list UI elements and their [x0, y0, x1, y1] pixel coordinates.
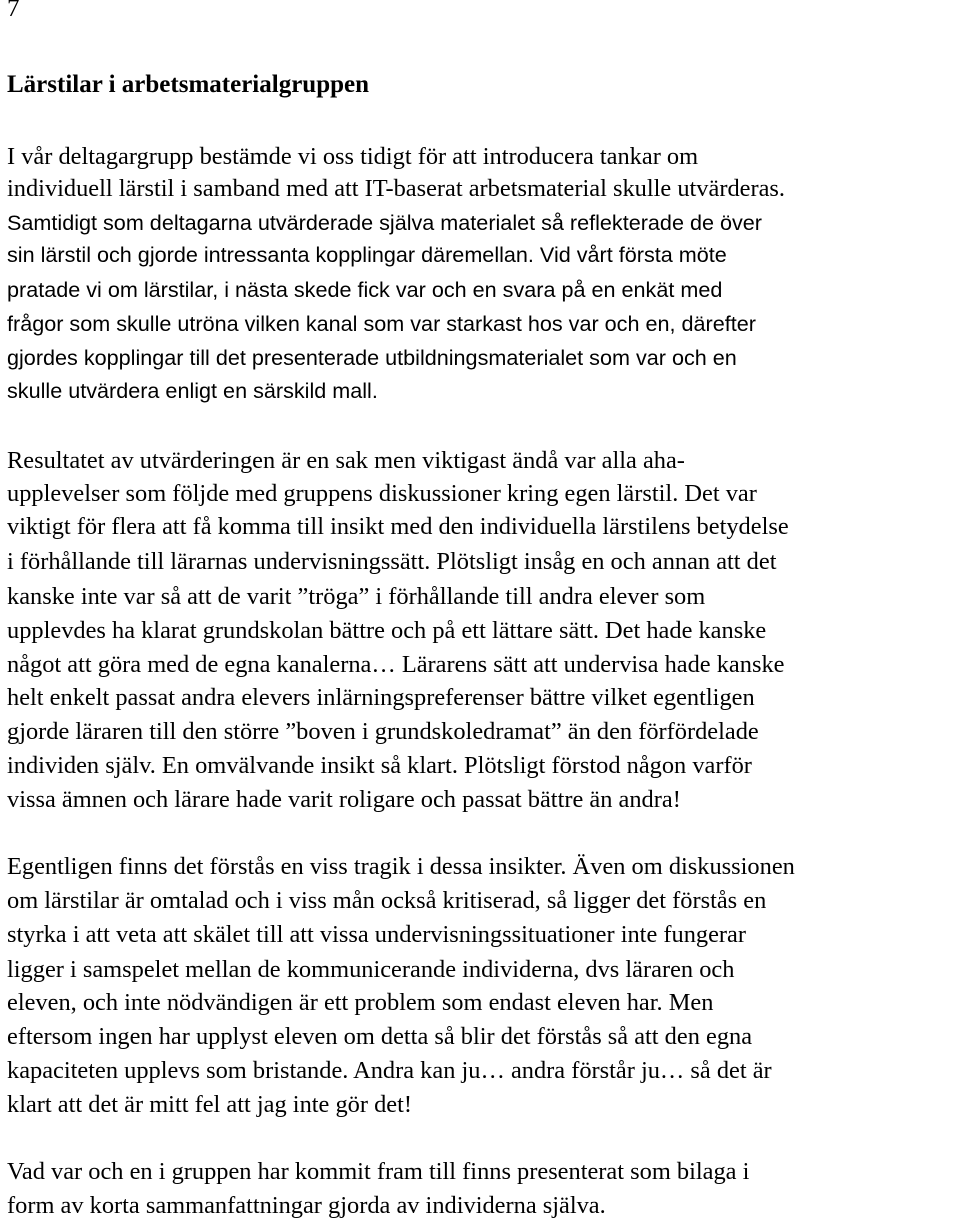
text-line: individen själv. En omvälvande insikt så klart. Plötsligt förstod någon varför: [7, 752, 752, 779]
text-line: gjorde läraren till den större ”boven i grundskoledramat” än den förfördelade: [7, 718, 759, 745]
text-line: I vår deltagargrupp bestämde vi oss tidigt för att introducera tankar om: [7, 143, 699, 170]
text-line: styrka i att veta att skälet till att vissa undervisningssituationer inte fungerar: [7, 921, 746, 948]
text-line: upplevelser som följde med gruppens diskussioner kring egen lärstil. Det var: [7, 480, 757, 507]
text-line: helt enkelt passat andra elevers inlärningspreferenser bättre vilket egentligen: [7, 684, 755, 711]
text-line: kanske inte var så att de varit ”tröga” i förhållande till andra elever som: [7, 583, 706, 610]
text-line: eftersom ingen har upplyst eleven om detta så blir det förstås så att den egna: [7, 1023, 753, 1050]
text-line: frågor som skulle utröna vilken kanal som var starkast hos var och en, därefter: [7, 311, 756, 336]
text-line: eleven, och inte nödvändigen är ett problem som endast eleven har. Men: [7, 989, 714, 1016]
text-line: ligger i samspelet mellan de kommunicerande individerna, dvs läraren och: [7, 956, 735, 983]
text-line: Samtidigt som deltagarna utvärderade själva materialet så reflekterade de över: [7, 210, 762, 235]
text-line: pratade vi om lärstilar, i nästa skede fick var och en svara på en enkät med: [7, 277, 723, 302]
text-line: vissa ämnen och lärare hade varit roligare och passat bättre än andra!: [7, 786, 681, 813]
text-line: Egentligen finns det förstås en viss tragik i dessa insikter. Även om diskussionen: [7, 853, 795, 880]
page-number: 7: [7, 0, 20, 22]
text-line: i förhållande till lärarnas undervisningssätt. Plötsligt insåg en och annan att det: [7, 548, 777, 575]
text-line: Resultatet av utvärderingen är en sak men viktigast ändå var alla aha-: [7, 447, 685, 474]
text-line: kapaciteten upplevs som bristande. Andra kan ju… andra förstår ju… så det är: [7, 1057, 772, 1084]
text-line: sin lärstil och gjorde intressanta kopplingar däremellan. Vid vårt första möte: [7, 242, 727, 267]
text-line: klart att det är mitt fel att jag inte gör det!: [7, 1091, 413, 1118]
section-heading: Lärstilar i arbetsmaterialgruppen: [7, 71, 369, 98]
text-line: skulle utvärdera enligt en särskild mall.: [7, 378, 378, 403]
text-line: gjordes kopplingar till det presenterade utbildningsmaterialet som var och en: [7, 345, 737, 370]
text-line: individuell lärstil i samband med att IT-baserat arbetsmaterial skulle utvärderas.: [7, 175, 785, 202]
text-line: viktigt för flera att få komma till insikt med den individuella lärstilens betydelse: [7, 513, 789, 540]
text-line: Vad var och en i gruppen har kommit fram till finns presenterat som bilaga i: [7, 1158, 750, 1185]
text-line: om lärstilar är omtalad och i viss mån också kritiserad, så ligger det förstås en: [7, 887, 767, 914]
text-line: form av korta sammanfattningar gjorda av individerna själva.: [7, 1192, 606, 1219]
text-line: något att göra med de egna kanalerna… Lärarens sätt att undervisa hade kanske: [7, 651, 785, 678]
text-line: upplevdes ha klarat grundskolan bättre och på ett lättare sätt. Det hade kanske: [7, 617, 767, 644]
